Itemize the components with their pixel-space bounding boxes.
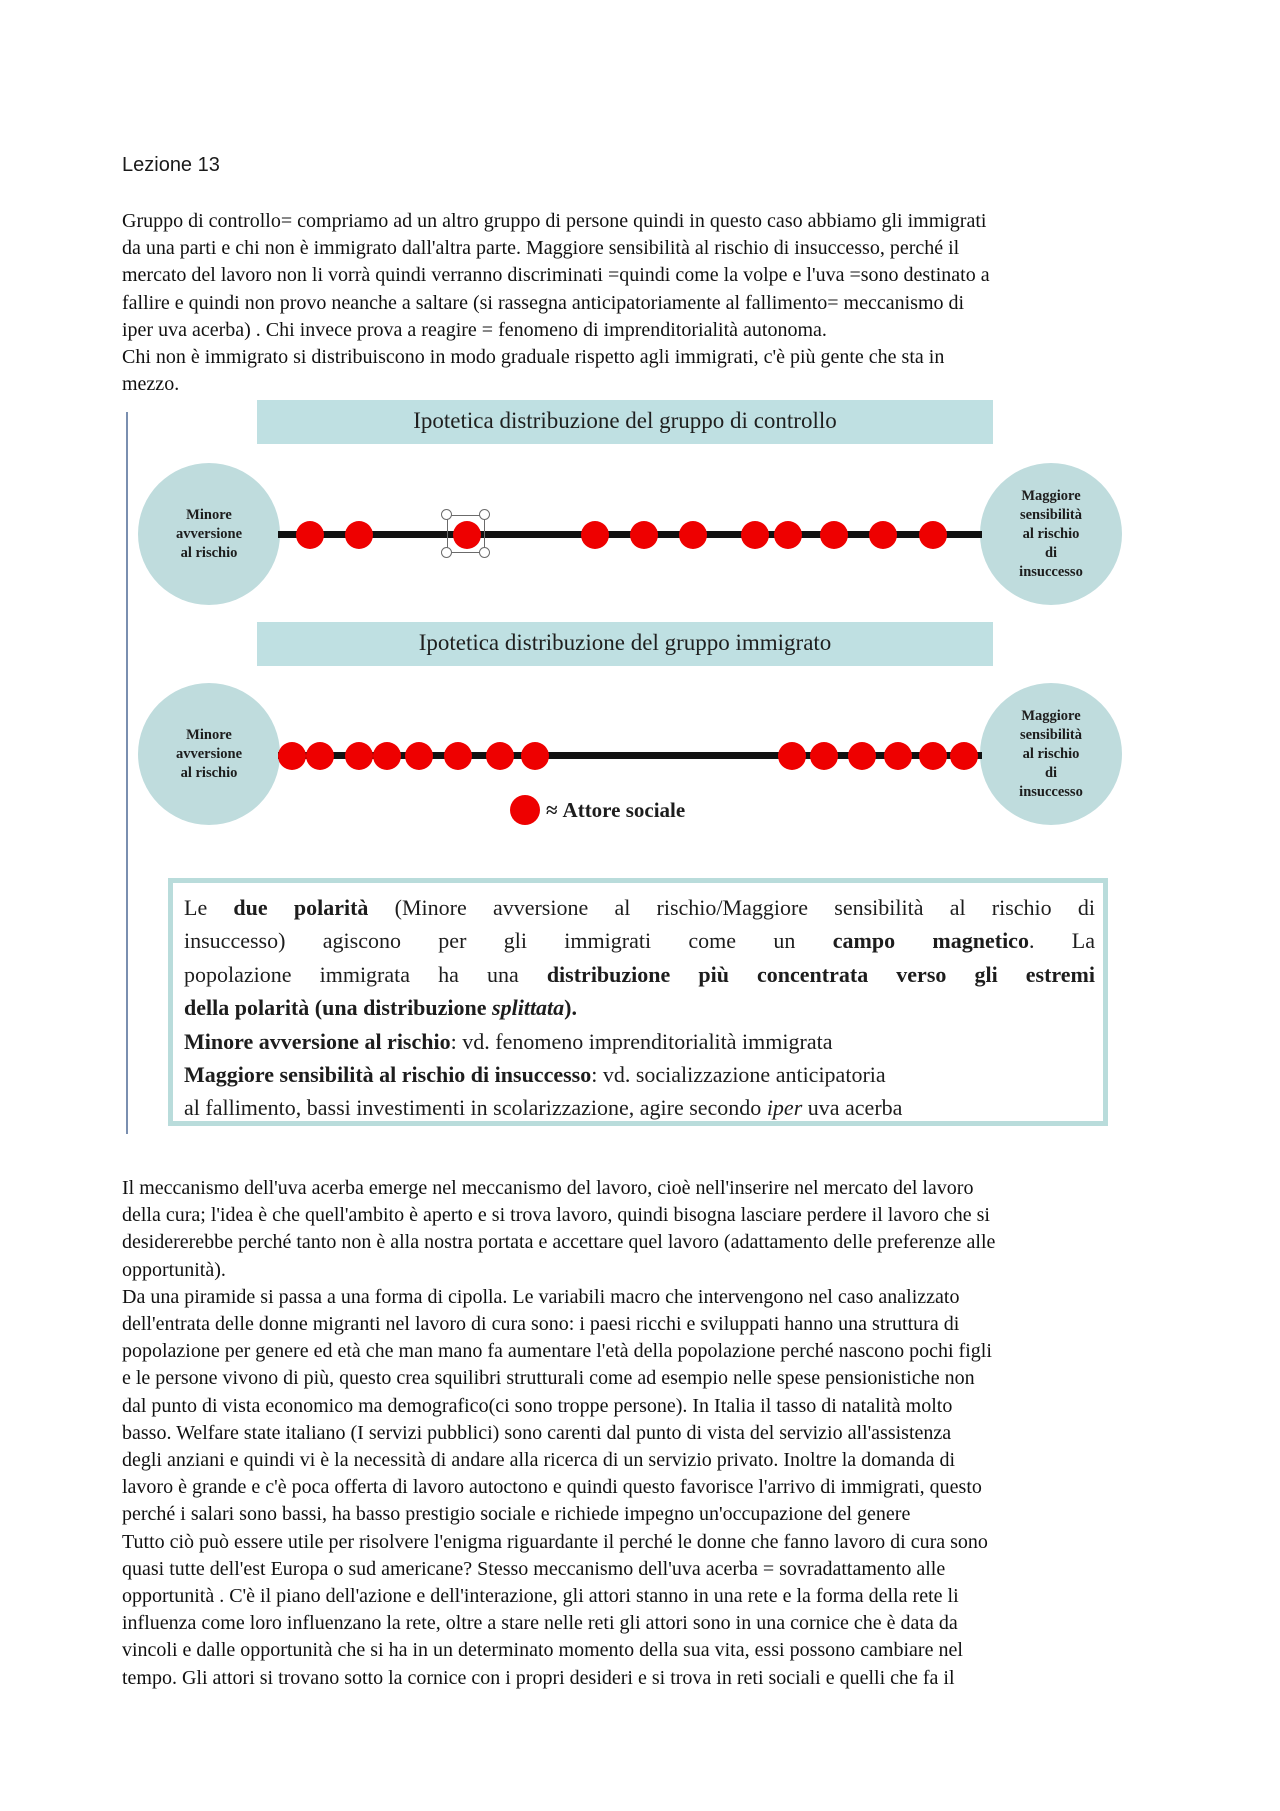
figure-margin-rule	[126, 412, 128, 1134]
text-line: Tutto ciò può essere utile per risolvere l'enigma riguardante il perché le donne che fanno lavoro di cura sono	[122, 1530, 988, 1553]
text-line: Gruppo di controllo= compriamo ad un altro gruppo di persone quindi in questo caso abbiamo gli immigrati	[122, 210, 987, 232]
selection-box[interactable]	[447, 515, 485, 553]
legend-dot	[510, 795, 540, 825]
text-line: dell'entrata delle donne migranti nel lavoro di cura sono: i paesi ricchi e sviluppati hanno una struttura di	[122, 1313, 960, 1336]
text-line: Da una piramide si passa a una forma di cipolla. Le variabili macro che intervengono nel caso analizzato	[122, 1285, 960, 1308]
text-line: desidererebbe perché tanto non è alla nostra portata e accettare quel lavoro (adattamento delle preferenze alle	[122, 1231, 996, 1254]
callout-text: (Minore avversione al rischio/Maggiore sensibilità al rischio di	[368, 895, 1095, 920]
callout-bold: ).	[564, 995, 577, 1021]
callout-line-2	[184, 924, 1095, 957]
callout-line-7	[184, 1091, 1095, 1124]
immigrant-actor-dot	[521, 742, 549, 770]
control-actor-dot	[581, 521, 609, 549]
callout-text: : vd. socializzazione anticipatoria	[591, 1062, 886, 1088]
resize-handle[interactable]	[479, 509, 490, 520]
text-line: mezzo.	[122, 373, 180, 396]
text-line: tempo. Gli attori si trovano sotto la cornice con i propri desideri e si trova in reti sociali e quelli che fa il	[122, 1666, 955, 1689]
legend-symbol: ≈	[546, 797, 558, 822]
control-group-title: Ipotetica distribuzione del gruppo di controllo	[257, 400, 993, 444]
text-line: Il meccanismo dell'uva acerba emerge nel meccanismo del lavoro, cioè nell'inserire nel mercato del lavoro	[122, 1177, 974, 1199]
text-line: vincoli e dalle opportunità che si ha in un determinato momento della sua vita, essi possono cambiare nel	[122, 1639, 963, 1662]
polarity-callout	[168, 878, 1108, 1126]
text-line: degli anziani e quindi vi è la necessità di andare alla ricerca di un servizio privato. Inoltre la domanda di	[122, 1449, 956, 1472]
immigrant-actor-dot	[405, 742, 433, 770]
text-line: quasi tutte dell'est Europa o sud americane? Stesso meccanismo dell'uva acerba = sovradattamento alle	[122, 1557, 946, 1580]
control-actor-dot	[630, 521, 658, 549]
control-actor-dot	[919, 521, 947, 549]
control-actor-dot	[820, 521, 848, 549]
pole-right-immigrant: Maggiore sensibilità al rischio di insuccesso	[980, 683, 1122, 825]
callout-text: insuccesso) agiscono per gli immigrati come un	[184, 928, 833, 954]
callout-text: . La	[1028, 928, 1095, 954]
callout-bold: distribuzione più concentrata verso gli estremi	[546, 961, 1096, 987]
callout-line-1	[184, 891, 1095, 924]
callout-italic: splittata	[492, 995, 565, 1021]
callout-bold: Maggiore sensibilità al rischio di insuccesso	[184, 1062, 592, 1088]
text-line: popolazione per genere ed età che man mano fa aumentare l'età della popolazione perché nascono pochi figli	[122, 1340, 992, 1363]
text-line: lavoro è grande e c'è poca offerta di lavoro autoctono e quindi questo favorisce l'arrivo di immigrati, questo	[122, 1476, 982, 1499]
pole-left-control: Minore avversione al rischio	[138, 463, 280, 605]
immigrant-actor-dot	[345, 742, 373, 770]
page-heading: Lezione 13	[122, 154, 220, 176]
paragraph-intro	[122, 208, 1172, 398]
callout-bold: Minore avversione al rischio	[184, 1028, 451, 1054]
control-actor-dot	[869, 521, 897, 549]
callout-text: al fallimento, bassi investimenti in scolarizzazione, agire secondo	[184, 1095, 767, 1121]
paragraph-uva-acerba	[122, 1175, 1172, 1692]
text-line: da una parti e chi non è immigrato dall'altra parte. Maggiore sensibilità al rischio di insuccesso, perché il	[122, 237, 960, 260]
text-line: dal punto di vista economico ma demografico(ci sono troppe persone). In Italia il tasso di natalità molto	[122, 1394, 953, 1417]
legend-label: Attore sociale	[562, 797, 686, 822]
text-line: e le persone vivono di più, questo crea squilibri strutturali come ad esempio nelle spese pensionistiche non	[122, 1367, 975, 1390]
legend	[510, 793, 685, 827]
control-actor-dot	[679, 521, 707, 549]
callout-line-5	[184, 1025, 1095, 1058]
text-line: opportunità . C'è il piano dell'azione e dell'interazione, gli attori stanno in una rete e la forma della rete li	[122, 1585, 959, 1608]
resize-handle[interactable]	[479, 547, 490, 558]
text-line: basso. Welfare state italiano (I servizi pubblici) sono carenti dal punto di vista del servizio all'assistenza	[122, 1421, 952, 1444]
control-actor-dot	[774, 521, 802, 549]
distribution-figure	[122, 400, 1122, 1140]
callout-bold: campo magnetico	[832, 928, 1029, 954]
immigrant-actor-dot	[373, 742, 401, 770]
immigrant-actor-dot	[919, 742, 947, 770]
resize-handle[interactable]	[441, 547, 452, 558]
callout-line-6	[184, 1058, 1095, 1091]
immigrant-actor-dot	[884, 742, 912, 770]
callout-bold: della polarità (una distribuzione	[184, 995, 493, 1021]
immigrant-actor-dot	[444, 742, 472, 770]
callout-text: : vd. fenomeno imprenditorialità immigrata	[450, 1028, 833, 1054]
immigrant-actor-dot	[306, 742, 334, 770]
text-line: mercato del lavoro non li vorrà quindi verranno discriminati =quindi come la volpe e l'uva =sono destinato a	[122, 264, 990, 287]
text-line: fallire e quindi non provo neanche a saltare (si rassegna anticipatoriamente al fallimento= meccanismo di	[122, 291, 965, 314]
text-line: della cura; l'idea è che quell'ambito è aperto e si trova lavoro, quindi bisogna lasciare perdere il lavoro che si	[122, 1204, 990, 1227]
immigrant-actor-dot	[278, 742, 306, 770]
callout-line-3	[184, 958, 1095, 991]
control-actor-dot	[741, 521, 769, 549]
control-actor-dot	[296, 521, 324, 549]
immigrant-actor-dot	[810, 742, 838, 770]
immigrant-group-title: Ipotetica distribuzione del gruppo immigrato	[257, 622, 993, 666]
callout-italic: iper	[766, 1095, 803, 1121]
immigrant-actor-dot	[778, 742, 806, 770]
callout-line-4	[184, 991, 1095, 1024]
text-line: opportunità).	[122, 1258, 226, 1281]
callout-text: uva acerba	[802, 1095, 903, 1121]
pole-right-control: Maggiore sensibilità al rischio di insuccesso	[980, 463, 1122, 605]
immigrant-actor-dot	[848, 742, 876, 770]
text-line: perché i salari sono bassi, ha basso prestigio sociale e richiede impegno un'occupazione del genere	[122, 1503, 911, 1526]
control-actor-dot	[345, 521, 373, 549]
text-line: iper uva acerba) . Chi invece prova a reagire = fenomeno di imprenditorialità autonoma.	[122, 318, 827, 341]
immigrant-actor-dot	[486, 742, 514, 770]
callout-text: popolazione immigrata ha una	[184, 961, 547, 987]
immigrant-actor-dot	[950, 742, 978, 770]
text-line: Chi non è immigrato si distribuiscono in modo graduale rispetto agli immigrati, c'è più gente che sta in	[122, 346, 945, 369]
pole-left-immigrant: Minore avversione al rischio	[138, 683, 280, 825]
callout-text: Le	[184, 895, 234, 920]
callout-bold: due polarità	[233, 895, 369, 920]
text-line: influenza come loro influenzano la rete, oltre a stare nelle reti gli attori sono in una cornice che è data da	[122, 1612, 958, 1635]
